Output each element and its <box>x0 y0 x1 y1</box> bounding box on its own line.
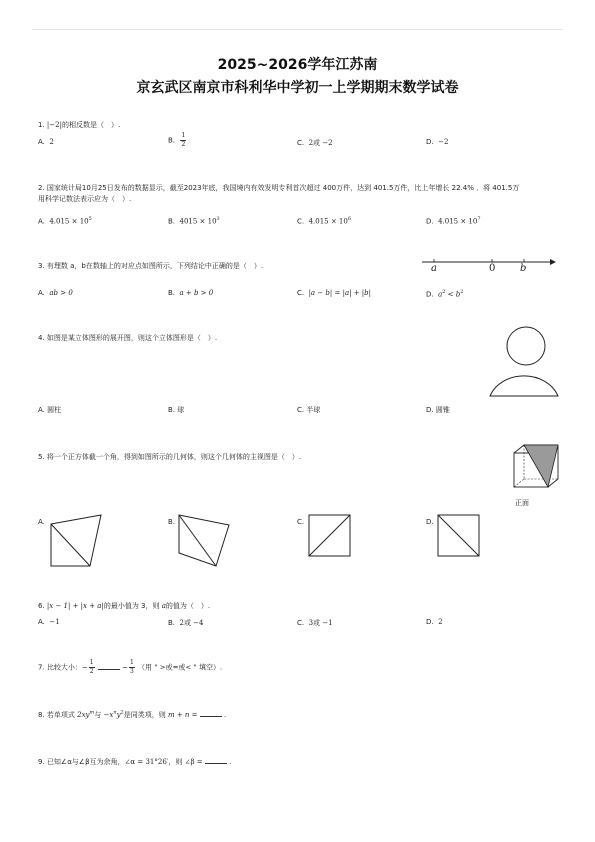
q5-option-b-label[interactable]: B. <box>168 518 176 526</box>
q2-option-b[interactable]: B. $4015 \times 10^3$ <box>168 216 220 226</box>
q3-option-b[interactable]: B. a + b > 0 <box>168 289 214 297</box>
question-2-stem: 2. 国家统计局10月25日发布的数据显示，截至2023年底，我国境内有效发明专利首次超过 400万件，达到 401.5万件，比上年增长 22.4% ．将 401.5万 用科学记数法表示应为（ ）. <box>38 184 520 203</box>
fraction-one-half: $\frac{1}{2}$ <box>89 659 94 675</box>
q3-option-c[interactable]: C. |a − b| = |a| + |b| <box>297 289 371 297</box>
q5-option-d-figure[interactable] <box>437 514 481 558</box>
front-view-label: 正面 <box>515 499 529 507</box>
q4-option-a[interactable]: A. 圆柱 <box>38 406 62 414</box>
answer-blank[interactable] <box>200 709 222 717</box>
number-line-label-b: b <box>520 263 527 274</box>
q5-option-b-figure[interactable] <box>178 514 232 568</box>
net-circle-base <box>507 327 545 365</box>
q5-option-a-figure[interactable] <box>50 514 104 568</box>
cone-net-figure <box>486 326 560 398</box>
q4-option-d[interactable]: D. 圆锥 <box>426 406 450 414</box>
q1-option-a[interactable]: A. 2 <box>38 138 54 146</box>
question-3-stem: 3. 有理数 a，b在数轴上的对应点如图所示，下列结论中正确的是（ ）. <box>38 262 264 270</box>
question-8-stem: 8. 若单项式 $2xy^m$与 $-x^ny^2$是同类项，则 m + n = . <box>38 709 227 719</box>
cut-face <box>524 445 558 487</box>
q2-option-d[interactable]: D. $4.015 \times 10^7$ <box>426 216 481 226</box>
q3-option-a[interactable]: A. ab > 0 <box>38 289 73 297</box>
q5-option-a-label[interactable]: A. <box>38 518 45 526</box>
fraction-one-third: $\frac{1}{3}$ <box>129 659 134 675</box>
question-1-stem: 1. |−2|的相反数是（ ）. <box>38 121 121 129</box>
number-line-label-zero: 0 <box>489 263 496 274</box>
q5-option-c-label[interactable]: C. <box>297 518 305 526</box>
q2-option-c[interactable]: C. $4.015 \times 10^6$ <box>297 216 352 226</box>
q6-option-d[interactable]: D. 2 <box>426 618 443 626</box>
q1-option-c[interactable]: C. 2或 −2 <box>297 139 333 147</box>
q4-option-b[interactable]: B. 球 <box>168 406 185 414</box>
q4-option-c[interactable]: C. 半球 <box>297 406 321 414</box>
question-5-stem: 5. 将一个正方体截一个角，得到如图所示的几何体，则这个几何体的主视图是（ ）. <box>38 453 302 461</box>
q5-option-c-figure[interactable] <box>308 514 352 558</box>
question-6-stem: 6. |x − 1| + |x + a|的最小值为 3，则 a的值为（ ）. <box>38 602 211 610</box>
page-title-line2: 京玄武区南京市科利华中学初一上学期期末数学试卷 <box>136 80 459 96</box>
net-sector <box>490 376 558 396</box>
q1-option-b[interactable]: B. $\frac{1}{2}$ <box>168 132 186 148</box>
fraction: $\frac{1}{2}$ <box>181 132 186 148</box>
page-title-line1: 2025~2026学年江苏南 <box>217 57 378 73</box>
q6-option-c[interactable]: C. 3或 −1 <box>297 619 333 627</box>
q1-option-d[interactable]: D. −2 <box>426 138 449 146</box>
q6-option-b[interactable]: B. 2或 −4 <box>168 619 204 627</box>
number-line-arrow <box>550 259 556 265</box>
question-9-stem: 9. 已知∠α与∠β互为余角，∠α = 31°26′，则 ∠β = . <box>38 758 232 766</box>
cut-cube-figure <box>508 443 560 495</box>
answer-blank[interactable] <box>205 756 227 764</box>
q5-option-d-label[interactable]: D. <box>426 518 434 526</box>
header-divider <box>32 29 563 30</box>
answer-blank[interactable] <box>98 662 120 670</box>
q2-option-a[interactable]: A. $4.015 \times 10^5$ <box>38 216 92 226</box>
q3-option-d[interactable]: D. $a^2 < b^2$ <box>426 289 464 299</box>
q6-option-a[interactable]: A. −1 <box>38 618 60 626</box>
number-line-label-a: a <box>431 263 437 274</box>
question-4-stem: 4. 如图是某立体图形的展开图，则这个立体图形是（ ）. <box>38 334 218 342</box>
question-7-stem: 7. 比较大小：− $\frac{1}{2}$ − $\frac{1}{3}$ （用 " >或=或< " 填空）. <box>38 659 223 675</box>
